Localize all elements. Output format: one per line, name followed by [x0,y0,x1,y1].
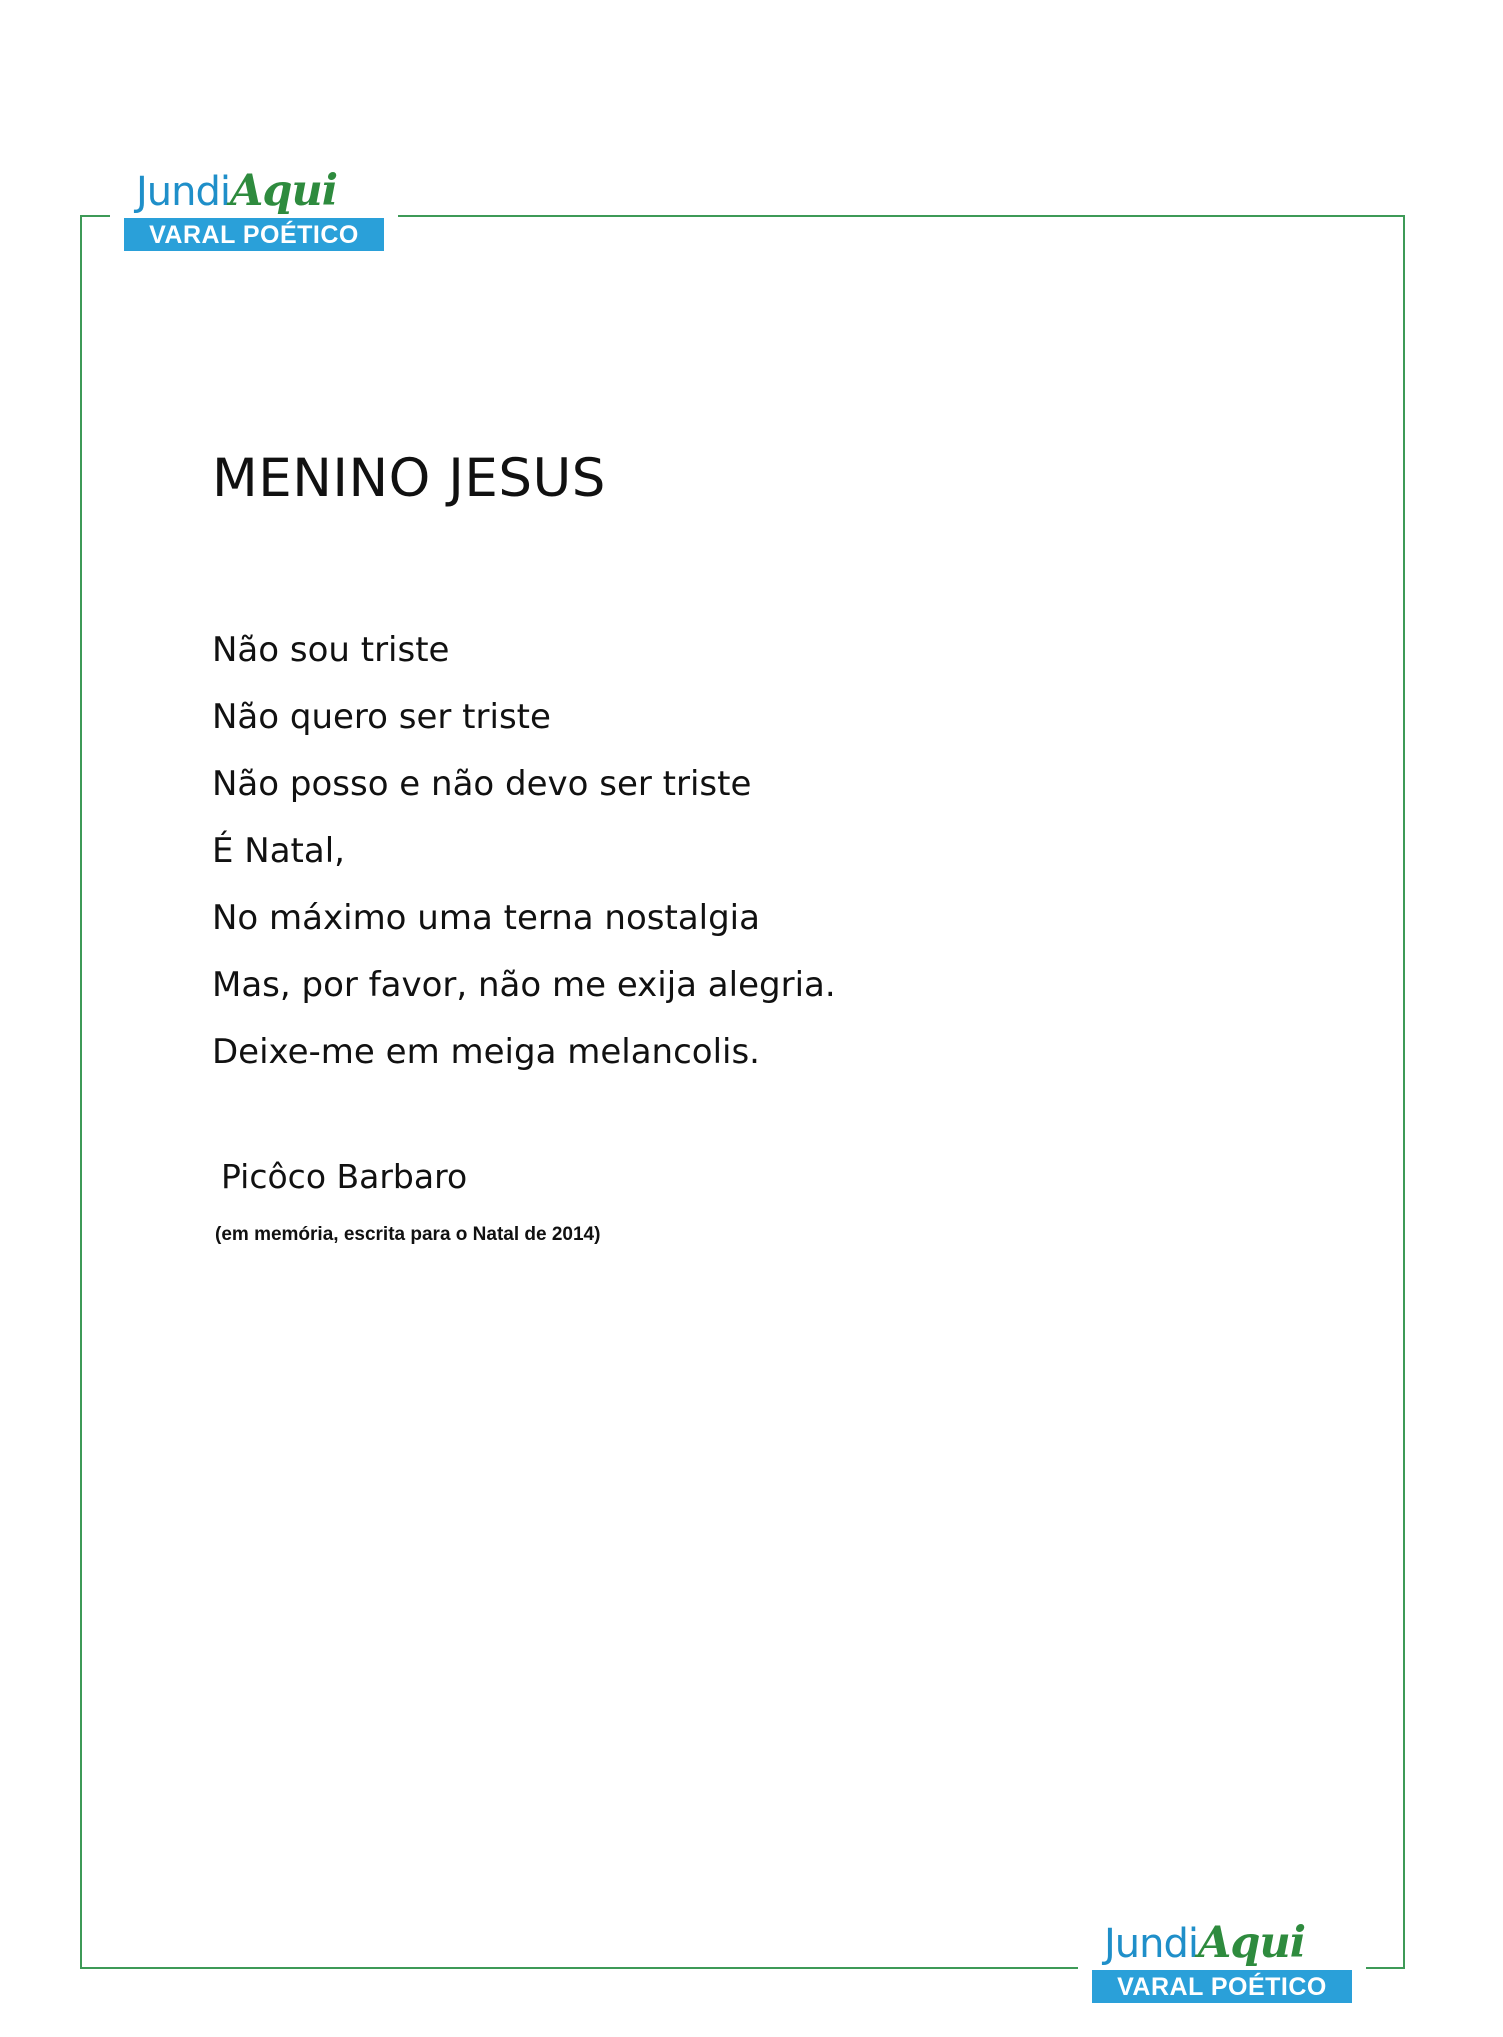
logo-jundi-text: Jundi [136,169,231,215]
logo-wordmark [124,166,384,216]
logo-badge: VARAL POÉTICO [124,218,384,251]
poem-body [212,622,836,1091]
poem-line: Deixe-me em meiga melancolis. [212,1032,760,1072]
poem-line: No máximo uma terna nostalgia [212,898,760,938]
logo-aqui-text: Aqui [1198,1918,1306,1968]
logo-bottom [1078,1918,1366,2003]
poem-line: É Natal, [212,831,345,871]
logo-aqui-text: Aqui [230,166,338,216]
poem-line: Mas, por favor, não me exija alegria. [212,965,836,1005]
poem-line: Não quero ser triste [212,697,551,737]
logo-wordmark [1092,1918,1352,1968]
logo-top [110,166,398,251]
poem-line: Não posso e não devo ser triste [212,764,752,804]
poem-author: Picôco Barbaro [221,1157,468,1196]
logo-jundi-text: Jundi [1104,1921,1199,1967]
poem-line: Não sou triste [212,630,450,670]
poem-note: (em memória, escrita para o Natal de 2014) [215,1224,601,1245]
poem-title: MENINO JESUS [212,448,606,509]
logo-badge: VARAL POÉTICO [1092,1970,1352,2003]
